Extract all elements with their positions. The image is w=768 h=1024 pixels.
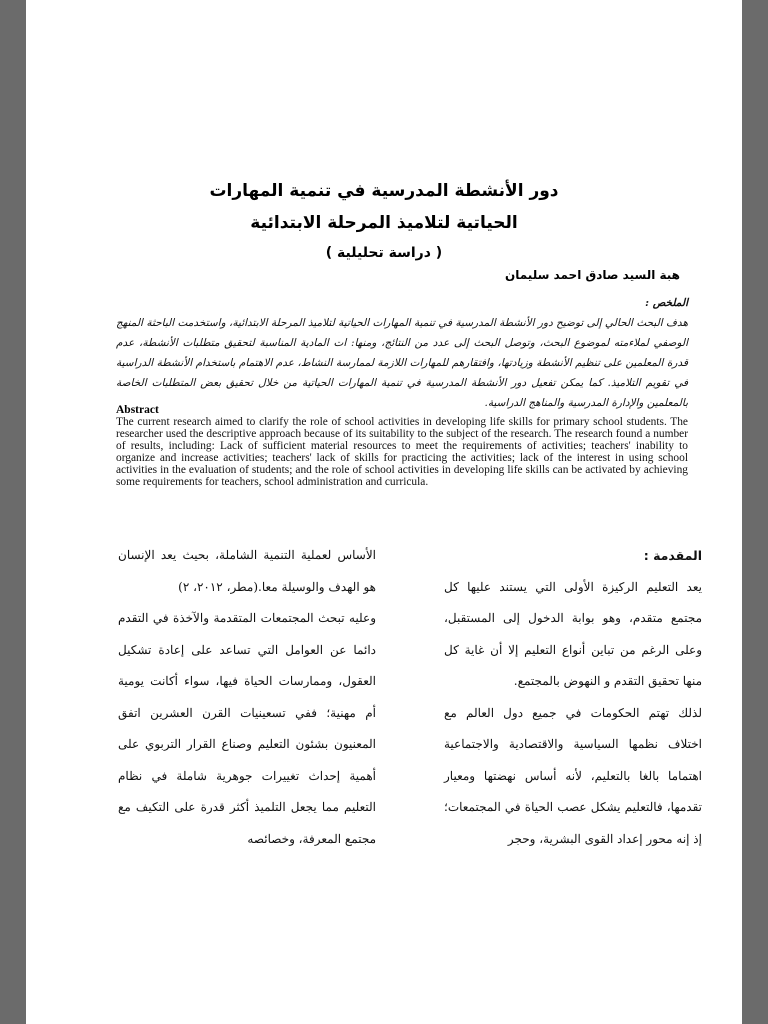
arabic-abstract-text: هدف البحث الحالي إلى توضيح دور الأنشطة المدرسية في تنمية المهارات الحياتية لتلاميذ المرحلة الابتدائية، واستخدمت الباحثة المنهج الوصفي لملاءمته لموضوع البحث، وتوصل البحث إلى عدد من النتائج، ومنها: ات المادية المناسبة لتحقيق متطلبات الأنشطة، عدم قدرة المعلمين على تنظيم الأنشطة وزيادتها، وافتقارهم للمهارات اللازمة لممارسة النشاط، عدم الاهتمام باستخدام الأنشطة الدراسية في تقويم التلاميذ. كما يمكن تفعيل دور الأنشطة المدرسية في تنمية المهارات الحياتية من خلال تحقيق بعض المتطلبات الخاصة بالمعلمين والإدارة المدرسية والمناهج الدراسية. [116,317,688,409]
intro-right-column [444,540,702,855]
title-line-1: دور الأنشطة المدرسية في تنمية المهارات [209,181,559,201]
arabic-abstract [116,293,688,413]
arabic-abstract-label: الملخص : [645,297,688,309]
intro-paragraph: يعد التعليم الركيزة الأولى التي يستند عليها كل مجتمع متقدم، وهو بوابة الدخول إلى المستقبل، وعلى الرغم من تباين أنواع التعليم إلا أن غاية كل منها تحقيق التقدم و النهوض بالمجتمع. [444,579,702,688]
intro-paragraph: وعليه تبحث المجتمعات المتقدمة والآخذة في التقدم دائما عن العوامل التي تساعد على إعادة تشكيل العقول، وممارسات الحياة فيها، سواء أكانت يومية أم مهنية؛ ففي تسعينيات القرن العشرين اتفق المعنيون بشئون التعليم وصناع القرار التربوي على أهمية إحداث تغييرات جوهرية شاملة في نظام التعليم مما يجعل التلميذ أكثر قدرة على التكيف مع مجتمع المعرفة، وخصائصه [118,611,376,846]
intro-paragraph: الأساس لعملية التنمية الشاملة، بحيث يعد الإنسان هو الهدف والوسيلة معا.(مطر، ٢٠١٢، ٢) [118,548,376,594]
english-abstract-heading: Abstract [116,404,159,416]
document-page [26,0,742,1024]
intro-paragraph: لذلك تهتم الحكومات في جميع دول العالم مع اختلاف نظمها السياسية والاقتصادية والاجتماعية اهتماما بالغا بالتعليم، لأنه أساس نهضتها ومعيار تقدمها، فالتعليم يشكل عصب الحياة في المجتمعات؛ إذ إنه محور إعداد القوى البشرية، وحجر [444,705,702,846]
intro-left-column [118,540,376,855]
english-abstract-text: The current research aimed to clarify the role of school activities in developing life skills for primary school students. The researcher used the descriptive approach because of its suitability to the subject of the research. The research found a number of results, including: Lack of sufficient material resources to meet the requirements of activities; teachers' inability to organize and increase activities; teachers' lack of skills for practicing the activities; lack of the interest in using school activities in the evaluation of students; and the role of school activities in developing life skills can be activated by achieving some requirements for teachers, school administration and curricula. [116,416,688,489]
title-line-2: الحياتية لتلاميذ المرحلة الابتدائية [250,213,518,233]
intro-heading: المقدمة : [643,548,702,563]
title-line-3: ( دراسة تحليلية ) [325,245,443,261]
author-name: هبة السيد صادق احمد سليمان [505,268,680,282]
